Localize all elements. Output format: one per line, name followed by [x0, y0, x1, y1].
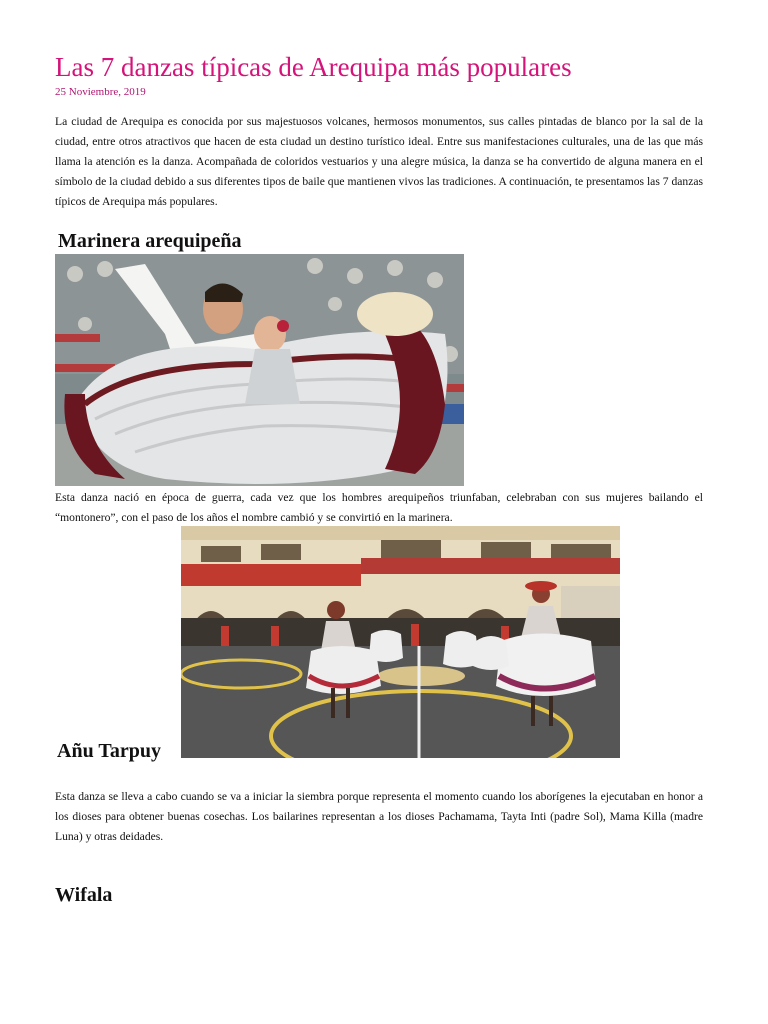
article-title: Las 7 danzas típicas de Arequipa más populares	[55, 52, 572, 82]
anu-tarpuy-dancers-photo	[181, 526, 620, 758]
marinera-dancers-photo	[55, 254, 464, 486]
section-heading-anu-tarpuy: Añu Tarpuy	[57, 740, 161, 762]
section-heading-wifala: Wifala	[55, 884, 113, 906]
intro-paragraph: La ciudad de Arequipa es conocida por sus majestuosos volcanes, hermosos monumentos, sus calles pintadas de blanco por la sal de la ciudad, entre otros atractivos que hacen de esta ciudad un destino turístico ideal. Entre sus manifestaciones culturales, una de las que más llama la atención es la danza. Acompañada de coloridos vestuarios y una alegre música, la danza se ha convertido de alguna manera en el símbolo de la ciudad debido a sus diferentes tipos de baile que mantienen vivos las tradiciones. A continuación, te presentamos las 7 danzas típicos de Arequipa más populares.	[55, 115, 703, 208]
marinera-description: Esta danza nació en época de guerra, cada vez que los hombres arequipeños triunfaban, celebraban con sus mujeres bailando el “montonero”, con el paso de los años el nombre cambió y se convirtió en la marinera.	[55, 491, 703, 524]
section-heading-marinera: Marinera arequipeña	[58, 230, 242, 252]
article-date: 25 Noviembre, 2019	[55, 86, 146, 98]
anu-tarpuy-description: Esta danza se lleva a cabo cuando se va a iniciar la siembra porque representa el momento cuando los aborígenes la ejecutaban en honor a los dioses para obtener buenas cosechas. Los bailarines representan a los dioses Pachamama, Tayta Inti (padre Sol), Mama Killa (madre Luna) y otras deidades.	[55, 790, 703, 843]
